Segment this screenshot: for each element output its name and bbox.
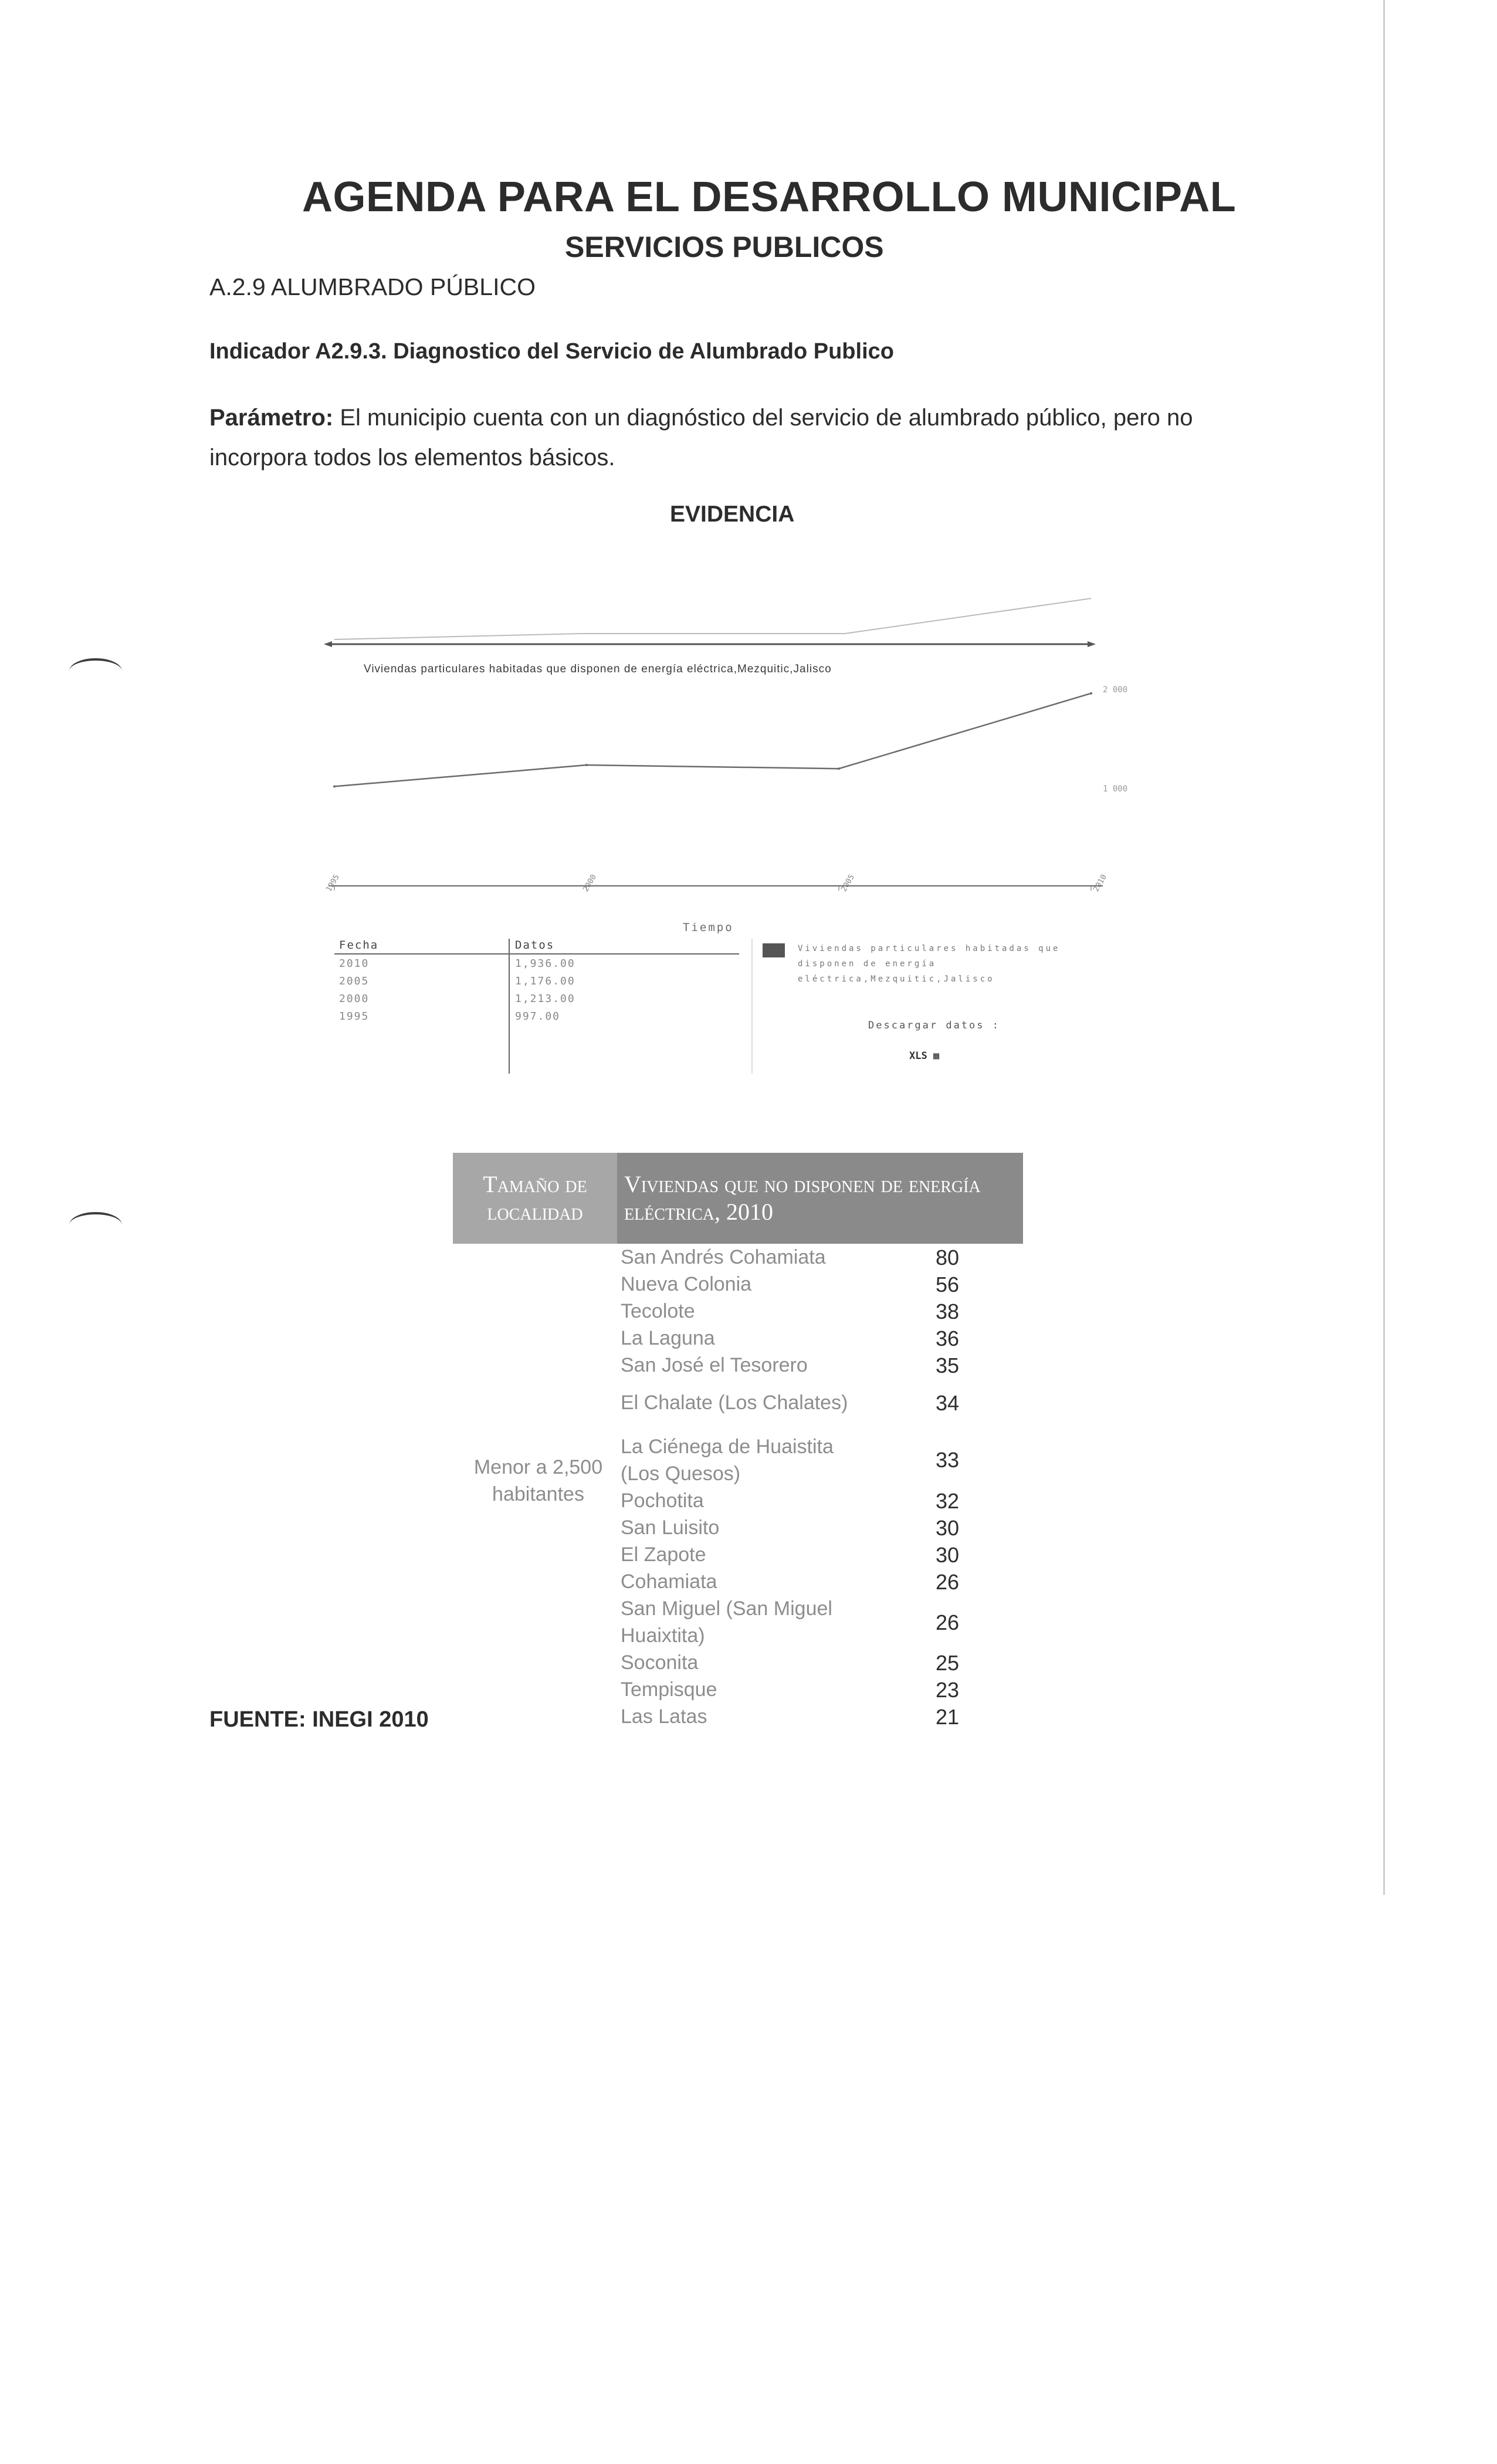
table-header-fecha: Fecha bbox=[339, 939, 379, 952]
table-cell-fecha: 2010 bbox=[339, 957, 370, 970]
punch-hole-mark bbox=[69, 658, 122, 684]
x-axis-title: Tiempo bbox=[683, 921, 734, 934]
x-tick-label: 1995 bbox=[324, 873, 341, 893]
x-tick-label: 2000 bbox=[581, 873, 598, 893]
download-data-label: Descargar datos : bbox=[868, 1020, 1000, 1031]
localidad-value: 33 bbox=[936, 1448, 960, 1472]
parameter-label: Parámetro bbox=[209, 405, 326, 431]
localidad-value: 26 bbox=[936, 1570, 960, 1594]
table-header-datos: Datos bbox=[515, 939, 555, 952]
y-tick-label: 1 000 bbox=[1103, 784, 1128, 794]
localidad-name: El Zapote bbox=[621, 1544, 706, 1566]
table-cell-datos: 1,213.00 bbox=[515, 993, 575, 1005]
header-left-text: Tamaño de localidad bbox=[483, 1171, 587, 1225]
table-cell-fecha: 1995 bbox=[339, 1010, 370, 1023]
localidad-value: 30 bbox=[936, 1543, 960, 1567]
table-header-tamano bbox=[453, 1153, 617, 1244]
series-line bbox=[334, 693, 1091, 787]
localidad-value: 26 bbox=[936, 1610, 960, 1634]
localidad-value: 56 bbox=[936, 1272, 960, 1297]
data-point bbox=[838, 767, 840, 770]
localidad-value: 35 bbox=[936, 1353, 960, 1377]
document-title: AGENDA PARA EL DESARROLLO MUNICIPAL bbox=[302, 174, 1237, 221]
localidad-name: La Laguna bbox=[621, 1327, 715, 1349]
table-cell-fecha: 2000 bbox=[339, 993, 370, 1005]
localidad-value: 21 bbox=[936, 1705, 960, 1729]
table-cell-fecha: 2005 bbox=[339, 975, 370, 987]
localidad-name: Las Latas bbox=[621, 1705, 707, 1728]
chart-title: Viviendas particulares habitadas que disponen de energía eléctrica,Mezquitic,Jalisco bbox=[364, 663, 832, 675]
range-slider-preview-line bbox=[334, 598, 1091, 639]
data-point bbox=[1090, 692, 1092, 695]
source-note: FUENTE: INEGI 2010 bbox=[209, 1707, 429, 1732]
localidad-value: 23 bbox=[936, 1678, 960, 1702]
table-cell-datos: 997.00 bbox=[515, 1010, 561, 1023]
localidad-name: Nueva Colonia bbox=[621, 1273, 752, 1295]
evidence-chart-screenshot bbox=[317, 581, 1161, 1085]
size-category-label: Menor a 2,500 habitantes bbox=[473, 1456, 603, 1505]
table-cell-datos: 1,936.00 bbox=[515, 957, 575, 970]
y-tick-label: 2 000 bbox=[1103, 685, 1128, 695]
header-right-text: Viviendas que no disponen de energía eléctrica, 2010 bbox=[624, 1171, 981, 1225]
legend-label: Viviendas particulares habitadas que disponen de energía eléctrica,Mezquitic,Jalisco bbox=[798, 944, 1061, 984]
localidad-name: El Chalate (Los Chalates) bbox=[621, 1392, 848, 1414]
localidad-name: San Miguel (San Miguel Huaixtita) bbox=[621, 1597, 832, 1647]
punch-hole-mark bbox=[69, 1212, 122, 1238]
x-tick-label: 2005 bbox=[839, 873, 856, 893]
localidad-value: 30 bbox=[936, 1516, 960, 1540]
data-point bbox=[585, 764, 588, 766]
localidad-value: 80 bbox=[936, 1245, 960, 1270]
localidad-value: 36 bbox=[936, 1326, 960, 1351]
localidad-value: 34 bbox=[936, 1391, 960, 1415]
localidad-name: San José el Tesorero bbox=[621, 1354, 808, 1376]
data-point bbox=[333, 786, 336, 788]
chart-legend bbox=[763, 937, 1073, 1078]
evidence-label: EVIDENCIA bbox=[670, 502, 795, 527]
xls-download-link[interactable]: XLS ▦ bbox=[909, 1050, 940, 1062]
localidad-name: San Andrés Cohamiata bbox=[621, 1246, 826, 1268]
excel-icon: ▦ bbox=[933, 1050, 940, 1062]
localidad-name: San Luisito bbox=[621, 1517, 720, 1539]
localidad-value: 38 bbox=[936, 1299, 960, 1324]
indicator-heading: Indicador A2.9.3. Diagnostico del Servicio de Alumbrado Publico bbox=[209, 339, 894, 364]
table-cell-datos: 1,176.00 bbox=[515, 975, 575, 987]
parameter-text: El municipio cuenta con un diagnóstico del servicio de alumbrado público, pero no incorpora todos los elementos básicos. bbox=[209, 405, 1193, 471]
x-tick-label: 2010 bbox=[1092, 873, 1109, 893]
scan-border-line bbox=[1383, 0, 1385, 1895]
section-heading: A.2.9 ALUMBRADO PÚBLICO bbox=[209, 273, 536, 300]
table-header-viviendas bbox=[617, 1153, 1023, 1244]
parameter-paragraph: Parámetro: El municipio cuenta con un diagnóstico del servicio de alumbrado público, pero no incorpora todos los elementos básicos. bbox=[209, 405, 1193, 471]
localidad-name: Cohamiata bbox=[621, 1571, 717, 1593]
localidad-name: Tempisque bbox=[621, 1678, 717, 1701]
localidad-name: Pochotita bbox=[621, 1490, 704, 1512]
range-slider-right-handle[interactable] bbox=[1088, 641, 1096, 647]
localidad-value: 25 bbox=[936, 1651, 960, 1675]
line-chart bbox=[317, 581, 1161, 909]
localidad-name: Tecolote bbox=[621, 1300, 695, 1322]
localidad-name: Soconita bbox=[621, 1651, 699, 1674]
localidad-value: 32 bbox=[936, 1489, 960, 1513]
document-subtitle: SERVICIOS PUBLICOS bbox=[565, 231, 884, 263]
localidad-name: La Ciénega de Huaistita (Los Quesos) bbox=[621, 1436, 834, 1485]
legend-swatch bbox=[763, 943, 785, 957]
range-slider-left-handle[interactable] bbox=[324, 641, 332, 647]
